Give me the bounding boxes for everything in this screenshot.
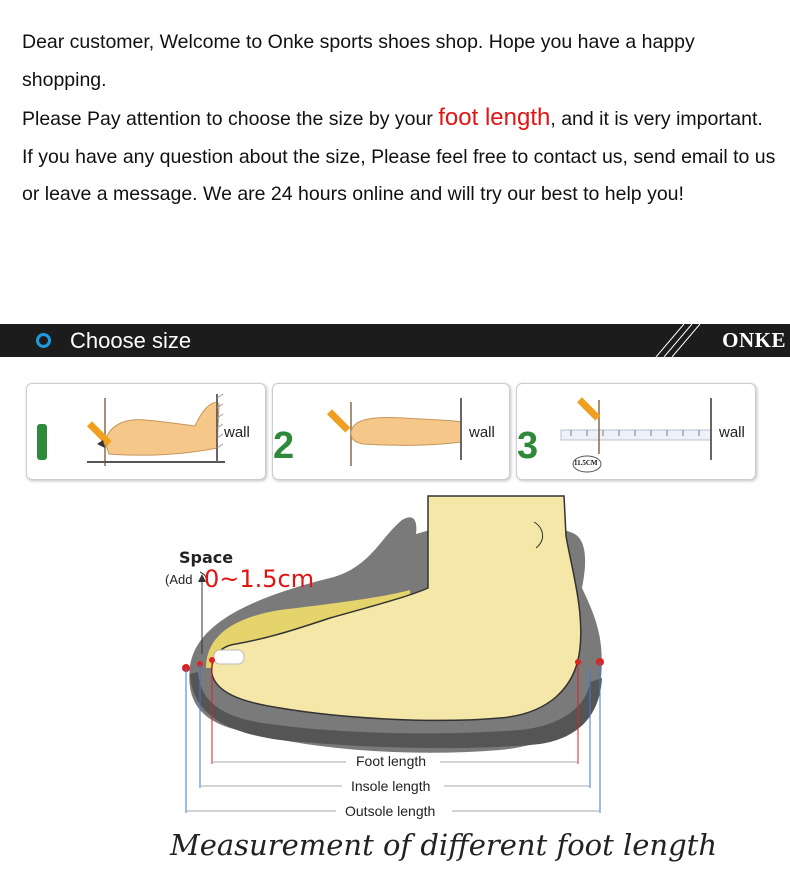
outsole-length-label: Outsole length [345,803,436,819]
section-title: Choose size [70,327,192,353]
intro-text [22,24,782,214]
ruler-reading: 11.5CM [574,459,598,467]
attention-after: , and it is very important. [550,108,763,130]
insole-length-label: Insole length [351,778,431,794]
slash-decoration-icon [648,324,708,357]
pencil-icon [327,409,350,432]
step-3-panel [516,383,756,480]
foot-length-label: Foot length [356,753,427,769]
wall-label: wall [224,424,250,441]
step-number-1 [37,424,47,460]
ruler-icon [561,430,711,440]
contact-text: If you have any question about the size, Please feel free to contact us, send email to us or leave a message. We are 24 hours online and will try our best to help you! [22,145,776,205]
wall-label: wall [719,424,745,441]
toe-gap [214,650,244,664]
space-label: Space [179,548,234,567]
step-2-panel [272,383,510,480]
step-number-3: 3 [517,425,539,467]
space-add-prefix: (Add [165,572,193,587]
diagram-caption: Measurement of different foot length [170,828,718,862]
attention-before: Please Pay attention to choose the size by your [22,108,439,130]
step-1-panel [26,383,266,480]
brand-logo: ONKE [722,328,786,352]
foot-length-highlight: foot length [438,104,551,131]
step-number-2: 2 [273,425,295,467]
wall-label: wall [469,424,495,441]
circle-bullet-icon [36,333,51,348]
greeting-text: Dear customer, Welcome to Onke sports shoes shop. Hope you have a happy shopping. [22,31,695,91]
pencil-icon [577,397,600,420]
space-range: 0~1.5cm [204,565,315,593]
choose-size-header [0,324,790,357]
attention-text [22,99,782,139]
